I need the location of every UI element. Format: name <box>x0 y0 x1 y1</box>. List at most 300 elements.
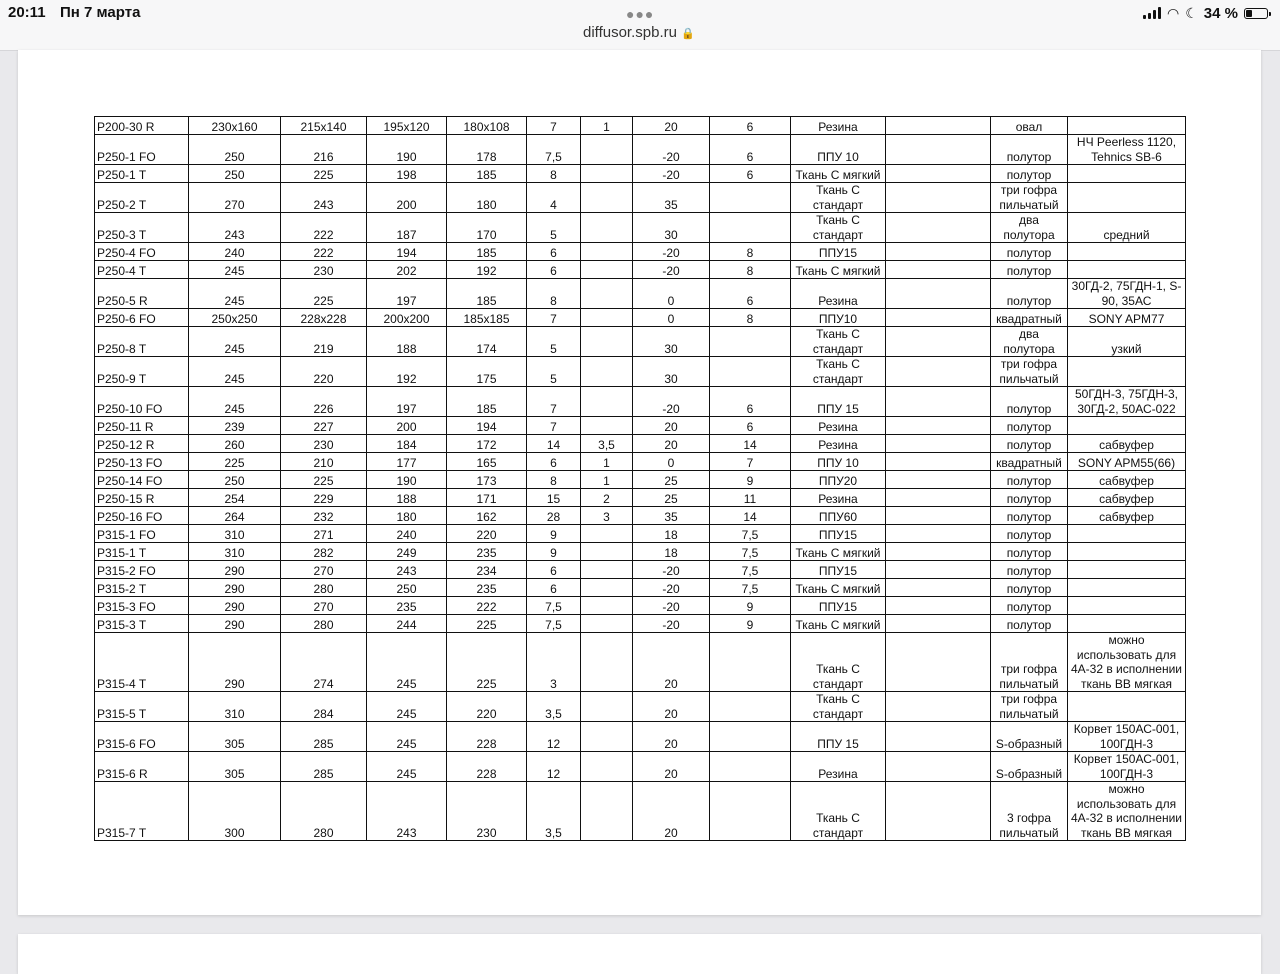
table-cell: 230 <box>281 261 367 279</box>
table-cell: 290 <box>189 561 281 579</box>
table-cell <box>581 165 633 183</box>
moon-icon: ☾ <box>1185 4 1198 21</box>
table-cell: квадратный <box>991 453 1068 471</box>
table-cell <box>581 417 633 435</box>
table-cell <box>581 525 633 543</box>
table-cell: 230 <box>447 782 527 841</box>
table-row <box>95 243 1186 261</box>
table-row <box>95 165 1186 183</box>
table-cell: P315-1 FO <box>95 525 189 543</box>
table-cell: 270 <box>189 183 281 213</box>
table-cell <box>886 135 991 165</box>
table-cell: 30ГД-2, 75ГДН-1, S-90, 35АС <box>1068 279 1186 309</box>
table-cell: 20 <box>633 417 710 435</box>
table-cell: ППУ20 <box>791 471 886 489</box>
table-cell: 228 <box>447 722 527 752</box>
table-cell: полутор <box>991 261 1068 279</box>
table-cell: 270 <box>281 597 367 615</box>
more-dots-icon[interactable]: ●●● <box>626 6 655 22</box>
table-cell: 20 <box>633 782 710 841</box>
table-cell: полутор <box>991 135 1068 165</box>
table-cell: 271 <box>281 525 367 543</box>
table-cell: 197 <box>367 279 447 309</box>
table-cell: ППУ10 <box>791 309 886 327</box>
table-cell: 284 <box>281 692 367 722</box>
table-cell: 18 <box>633 543 710 561</box>
table-cell: 174 <box>447 327 527 357</box>
table-cell: P250-14 FO <box>95 471 189 489</box>
table-cell: P315-6 FO <box>95 722 189 752</box>
table-cell: 20 <box>633 117 710 135</box>
table-cell: 250 <box>189 135 281 165</box>
table-cell: 3 <box>581 507 633 525</box>
table-cell: 187 <box>367 213 447 243</box>
table-cell: P250-12 R <box>95 435 189 453</box>
table-cell <box>581 183 633 213</box>
table-cell: 195x120 <box>367 117 447 135</box>
table-cell: 9 <box>710 615 791 633</box>
table-cell: Ткань С стандарт <box>791 183 886 213</box>
table-cell <box>581 752 633 782</box>
table-row <box>95 597 1186 615</box>
table-cell: полутор <box>991 561 1068 579</box>
table-cell: 7,5 <box>710 525 791 543</box>
table-cell: 243 <box>367 561 447 579</box>
table-cell: 229 <box>281 489 367 507</box>
table-cell: 178 <box>447 135 527 165</box>
table-cell: 20 <box>633 633 710 692</box>
table-cell: 185 <box>447 387 527 417</box>
table-cell: сабвуфер <box>1068 435 1186 453</box>
table-cell <box>886 417 991 435</box>
table-cell: 170 <box>447 213 527 243</box>
table-cell: 9 <box>527 543 581 561</box>
table-cell: 180 <box>447 183 527 213</box>
table-cell: 215x140 <box>281 117 367 135</box>
table-cell: Ткань С мягкий <box>791 615 886 633</box>
table-cell: 243 <box>281 183 367 213</box>
table-cell <box>886 165 991 183</box>
table-cell: -20 <box>633 561 710 579</box>
table-cell: 225 <box>447 633 527 692</box>
table-cell: Ткань С мягкий <box>791 543 886 561</box>
table-cell: 7 <box>527 417 581 435</box>
table-cell: 5 <box>527 357 581 387</box>
table-cell: P315-3 T <box>95 615 189 633</box>
table-cell: полутор <box>991 387 1068 417</box>
table-row <box>95 213 1186 243</box>
table-cell: 14 <box>527 435 581 453</box>
table-cell: 7,5 <box>710 543 791 561</box>
table-cell: P250-8 T <box>95 327 189 357</box>
table-row <box>95 183 1186 213</box>
table-cell <box>886 507 991 525</box>
table-cell: 290 <box>189 579 281 597</box>
table-cell: P250-16 FO <box>95 507 189 525</box>
table-cell <box>1068 543 1186 561</box>
table-cell: Ткань С стандарт <box>791 633 886 692</box>
table-cell: 6 <box>710 417 791 435</box>
table-cell: 30 <box>633 213 710 243</box>
table-cell <box>886 692 991 722</box>
table-cell: два полутора <box>991 213 1068 243</box>
table-cell: 300 <box>189 782 281 841</box>
table-cell: полутор <box>991 489 1068 507</box>
table-cell: 228x228 <box>281 309 367 327</box>
table-cell: можно использовать для 4А-32 в исполнении ткань ВВ мягкая <box>1068 782 1186 841</box>
table-cell: 290 <box>189 597 281 615</box>
table-cell <box>886 722 991 752</box>
table-cell: P250-11 R <box>95 417 189 435</box>
table-cell: 310 <box>189 543 281 561</box>
table-cell: 11 <box>710 489 791 507</box>
table-cell: 1 <box>581 117 633 135</box>
table-cell: 4 <box>527 183 581 213</box>
table-cell: 245 <box>367 692 447 722</box>
table-cell: 20 <box>633 752 710 782</box>
table-cell: P315-3 FO <box>95 597 189 615</box>
table-cell: 244 <box>367 615 447 633</box>
table-cell: 228 <box>447 752 527 782</box>
table-cell: квадратный <box>991 309 1068 327</box>
table-cell: 5 <box>527 327 581 357</box>
status-date: Пн 7 марта <box>60 4 141 21</box>
table-cell: 7,5 <box>527 615 581 633</box>
table-cell: 2 <box>581 489 633 507</box>
table-cell: 175 <box>447 357 527 387</box>
spec-table <box>94 116 1186 841</box>
table-cell: 7 <box>527 387 581 417</box>
table-cell: 260 <box>189 435 281 453</box>
table-cell <box>581 597 633 615</box>
table-cell <box>886 525 991 543</box>
table-cell: полутор <box>991 543 1068 561</box>
table-cell: 225 <box>281 471 367 489</box>
table-cell: 290 <box>189 633 281 692</box>
table-cell: -20 <box>633 579 710 597</box>
table-row <box>95 543 1186 561</box>
table-cell: 245 <box>367 722 447 752</box>
table-row <box>95 752 1186 782</box>
table-cell: 6 <box>527 453 581 471</box>
table-cell: три гофра пильчатый <box>991 357 1068 387</box>
table-cell <box>886 561 991 579</box>
table-cell: 280 <box>281 782 367 841</box>
table-cell: 184 <box>367 435 447 453</box>
table-cell: 20 <box>633 722 710 752</box>
table-cell: 225 <box>281 165 367 183</box>
table-cell: овал <box>991 117 1068 135</box>
table-cell: 8 <box>710 243 791 261</box>
table-cell: 8 <box>527 279 581 309</box>
table-cell: 197 <box>367 387 447 417</box>
table-cell: ППУ 15 <box>791 387 886 417</box>
table-cell: P250-2 T <box>95 183 189 213</box>
table-cell <box>886 309 991 327</box>
table-cell: 225 <box>447 615 527 633</box>
table-cell: 305 <box>189 752 281 782</box>
table-cell <box>1068 243 1186 261</box>
table-row <box>95 692 1186 722</box>
table-row <box>95 615 1186 633</box>
table-cell: 192 <box>367 357 447 387</box>
table-cell <box>886 279 991 309</box>
table-cell: 3 <box>527 633 581 692</box>
table-cell: 14 <box>710 507 791 525</box>
table-cell: 9 <box>710 471 791 489</box>
table-cell <box>1068 183 1186 213</box>
url-text: diffusor.spb.ru <box>583 24 677 41</box>
table-cell: полутор <box>991 597 1068 615</box>
table-cell: -20 <box>633 243 710 261</box>
table-row <box>95 507 1186 525</box>
table-cell: 220 <box>447 692 527 722</box>
wifi-icon: ◠ <box>1167 4 1180 21</box>
table-cell: 185 <box>447 165 527 183</box>
table-cell <box>581 722 633 752</box>
document-page <box>18 50 1261 915</box>
table-cell <box>886 471 991 489</box>
table-cell <box>886 752 991 782</box>
table-cell: P250-4 FO <box>95 243 189 261</box>
table-cell: 8 <box>527 165 581 183</box>
table-cell: 245 <box>367 633 447 692</box>
table-cell: 3,5 <box>527 782 581 841</box>
table-cell: 165 <box>447 453 527 471</box>
table-cell: 190 <box>367 471 447 489</box>
table-cell: Ткань С стандарт <box>791 692 886 722</box>
table-cell: 250x250 <box>189 309 281 327</box>
table-cell: P250-1 FO <box>95 135 189 165</box>
table-cell: 172 <box>447 435 527 453</box>
table-cell: полутор <box>991 279 1068 309</box>
table-cell <box>710 722 791 752</box>
table-cell: полутор <box>991 243 1068 261</box>
table-cell: 6 <box>527 579 581 597</box>
table-cell: 18 <box>633 525 710 543</box>
table-cell: 7,5 <box>527 135 581 165</box>
table-cell <box>581 387 633 417</box>
table-cell: 6 <box>710 279 791 309</box>
table-cell: P315-2 FO <box>95 561 189 579</box>
table-cell <box>1068 579 1186 597</box>
table-cell: 162 <box>447 507 527 525</box>
table-cell: 7 <box>710 453 791 471</box>
table-cell <box>581 615 633 633</box>
table-cell: 25 <box>633 471 710 489</box>
table-cell: 245 <box>189 327 281 357</box>
table-cell <box>886 183 991 213</box>
table-cell: Ткань С стандарт <box>791 357 886 387</box>
table-cell <box>1068 117 1186 135</box>
table-cell: сабвуфер <box>1068 489 1186 507</box>
table-cell <box>1068 525 1186 543</box>
table-cell: 7 <box>527 309 581 327</box>
table-cell <box>710 752 791 782</box>
table-cell <box>886 543 991 561</box>
table-cell: полутор <box>991 507 1068 525</box>
table-row <box>95 117 1186 135</box>
table-cell: P250-6 FO <box>95 309 189 327</box>
table-cell: 220 <box>281 357 367 387</box>
table-cell <box>581 309 633 327</box>
table-cell <box>710 692 791 722</box>
table-cell: Ткань С мягкий <box>791 261 886 279</box>
table-cell: 285 <box>281 752 367 782</box>
table-cell <box>886 633 991 692</box>
table-cell: -20 <box>633 597 710 615</box>
table-row <box>95 453 1186 471</box>
table-cell: полутор <box>991 417 1068 435</box>
table-cell: Резина <box>791 435 886 453</box>
table-cell <box>581 135 633 165</box>
table-cell: Ткань С стандарт <box>791 213 886 243</box>
table-cell: 14 <box>710 435 791 453</box>
table-cell: 6 <box>710 165 791 183</box>
table-cell <box>581 543 633 561</box>
ios-status-bar <box>0 0 1280 51</box>
table-row <box>95 471 1186 489</box>
table-row <box>95 327 1186 357</box>
table-cell: P315-7 T <box>95 782 189 841</box>
table-cell: 12 <box>527 752 581 782</box>
table-cell: 35 <box>633 507 710 525</box>
table-cell: P315-5 T <box>95 692 189 722</box>
table-cell: Корвет 150АС-001, 100ГДН-3 <box>1068 752 1186 782</box>
table-cell: 222 <box>281 213 367 243</box>
table-cell: 264 <box>189 507 281 525</box>
table-cell: полутор <box>991 525 1068 543</box>
table-cell: 243 <box>367 782 447 841</box>
table-cell: 200x200 <box>367 309 447 327</box>
table-cell: 185 <box>447 243 527 261</box>
table-cell: P250-5 R <box>95 279 189 309</box>
table-cell: 225 <box>281 279 367 309</box>
table-cell <box>1068 597 1186 615</box>
table-cell <box>1068 692 1186 722</box>
table-row <box>95 579 1186 597</box>
table-row <box>95 417 1186 435</box>
table-cell: Резина <box>791 752 886 782</box>
table-cell: 171 <box>447 489 527 507</box>
table-cell: 9 <box>527 525 581 543</box>
table-cell <box>886 489 991 507</box>
table-cell <box>710 327 791 357</box>
table-cell <box>886 213 991 243</box>
table-cell: -20 <box>633 261 710 279</box>
table-cell: 234 <box>447 561 527 579</box>
table-cell: Ткань С стандарт <box>791 327 886 357</box>
table-row <box>95 309 1186 327</box>
table-cell: 310 <box>189 525 281 543</box>
table-row <box>95 357 1186 387</box>
table-cell <box>886 357 991 387</box>
address-bar[interactable] <box>583 24 695 41</box>
table-cell <box>581 633 633 692</box>
table-cell: Резина <box>791 417 886 435</box>
table-cell: 192 <box>447 261 527 279</box>
table-cell: 20 <box>633 692 710 722</box>
table-cell: ППУ15 <box>791 561 886 579</box>
table-cell: 5 <box>527 213 581 243</box>
table-cell <box>886 615 991 633</box>
table-cell: полутор <box>991 165 1068 183</box>
table-cell: 290 <box>189 615 281 633</box>
table-cell <box>710 633 791 692</box>
table-cell <box>886 453 991 471</box>
table-cell: 245 <box>189 387 281 417</box>
table-cell: P250-9 T <box>95 357 189 387</box>
table-cell: 12 <box>527 722 581 752</box>
table-cell: 230x160 <box>189 117 281 135</box>
table-cell: 188 <box>367 489 447 507</box>
table-cell: 216 <box>281 135 367 165</box>
table-cell: 230 <box>281 435 367 453</box>
table-cell: P315-1 T <box>95 543 189 561</box>
table-cell: 0 <box>633 279 710 309</box>
table-cell: P315-2 T <box>95 579 189 597</box>
table-row <box>95 387 1186 417</box>
table-cell: 180x108 <box>447 117 527 135</box>
table-cell: 194 <box>367 243 447 261</box>
table-cell: 310 <box>189 692 281 722</box>
table-cell: 6 <box>710 135 791 165</box>
table-cell: 243 <box>189 213 281 243</box>
table-cell: 6 <box>710 387 791 417</box>
table-cell: S-образный <box>991 722 1068 752</box>
table-cell: 280 <box>281 615 367 633</box>
table-cell: 219 <box>281 327 367 357</box>
table-cell: 7,5 <box>527 597 581 615</box>
table-cell <box>886 117 991 135</box>
table-cell: 305 <box>189 722 281 752</box>
table-cell <box>581 782 633 841</box>
table-cell: ППУ15 <box>791 597 886 615</box>
battery-icon <box>1244 8 1268 19</box>
table-row <box>95 279 1186 309</box>
table-cell: 7 <box>527 117 581 135</box>
table-cell: 194 <box>447 417 527 435</box>
table-cell: 9 <box>710 597 791 615</box>
table-cell: 180 <box>367 507 447 525</box>
table-cell: три гофра пильчатый <box>991 183 1068 213</box>
table-cell: S-образный <box>991 752 1068 782</box>
table-cell: сабвуфер <box>1068 471 1186 489</box>
table-cell <box>886 597 991 615</box>
table-cell: 20 <box>633 435 710 453</box>
table-cell: 1 <box>581 453 633 471</box>
table-cell: 239 <box>189 417 281 435</box>
battery-fill <box>1246 10 1252 17</box>
table-cell: 8 <box>710 309 791 327</box>
table-cell: 177 <box>367 453 447 471</box>
table-cell: 200 <box>367 417 447 435</box>
table-cell: 173 <box>447 471 527 489</box>
table-cell: P250-10 FO <box>95 387 189 417</box>
table-cell: 6 <box>527 243 581 261</box>
table-cell: 285 <box>281 722 367 752</box>
table-cell: 245 <box>189 261 281 279</box>
table-cell: полутор <box>991 579 1068 597</box>
table-cell: 0 <box>633 309 710 327</box>
table-cell <box>710 357 791 387</box>
table-cell: 185 <box>447 279 527 309</box>
table-cell: 6 <box>527 561 581 579</box>
table-cell: 240 <box>367 525 447 543</box>
table-cell: -20 <box>633 387 710 417</box>
table-cell: 7,5 <box>710 561 791 579</box>
table-cell <box>581 692 633 722</box>
